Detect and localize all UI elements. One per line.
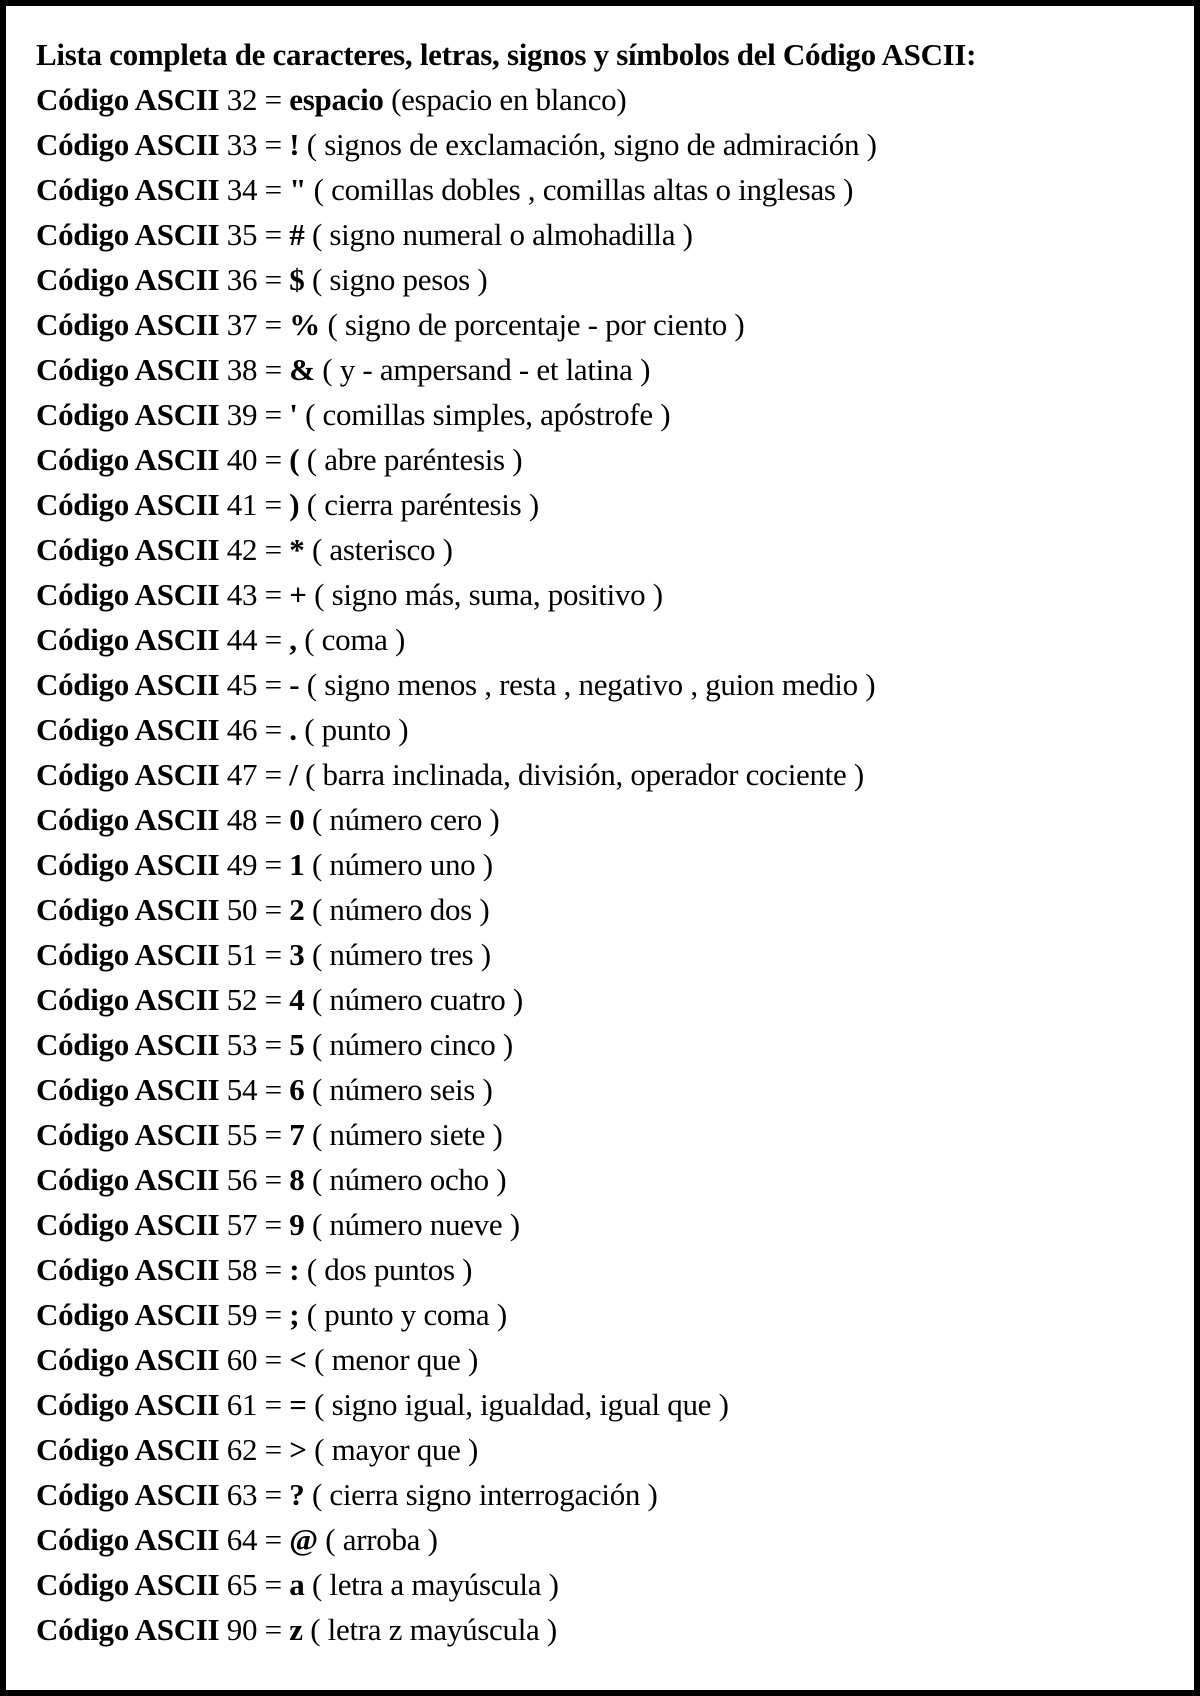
- ascii-code: 52: [226, 982, 258, 1017]
- ascii-row-43: Código ASCII 43 = + ( signo más, suma, positivo ): [36, 577, 663, 612]
- ascii-row-51: Código ASCII 51 = 3 ( número tres ): [36, 937, 491, 972]
- ascii-prefix: Código ASCII: [36, 1162, 220, 1197]
- ascii-row-90: Código ASCII 90 = z ( letra z mayúscula ): [36, 1612, 557, 1647]
- ascii-prefix: Código ASCII: [36, 217, 220, 252]
- ascii-symbol: !: [289, 127, 300, 162]
- ascii-row-36: Código ASCII 36 = $ ( signo pesos ): [36, 262, 488, 297]
- ascii-prefix: Código ASCII: [36, 307, 220, 342]
- ascii-description: ( punto ): [304, 712, 409, 747]
- ascii-prefix: Código ASCII: [36, 757, 220, 792]
- ascii-description: ( comillas dobles , comillas altas o inglesas ): [313, 172, 854, 207]
- ascii-row-48: Código ASCII 48 = 0 ( número cero ): [36, 802, 500, 837]
- ascii-row-45: Código ASCII 45 = - ( signo menos , resta , negativo , guion medio ): [36, 667, 876, 702]
- ascii-description: ( abre paréntesis ): [306, 442, 523, 477]
- ascii-symbol: 0: [289, 802, 305, 837]
- ascii-row-38: Código ASCII 38 = & ( y - ampersand - et latina ): [36, 352, 651, 387]
- ascii-symbol: 2: [289, 892, 305, 927]
- ascii-description: ( número seis ): [311, 1072, 493, 1107]
- ascii-symbol: 6: [289, 1072, 305, 1107]
- ascii-description: ( número cuatro ): [311, 982, 523, 1017]
- ascii-description: ( cierra signo interrogación ): [311, 1477, 658, 1512]
- ascii-symbol: =: [289, 1387, 307, 1422]
- ascii-code: 43: [226, 577, 258, 612]
- document-title: Lista completa de caracteres, letras, signos y símbolos del Código ASCII:: [36, 37, 977, 72]
- ascii-row-34: Código ASCII 34 = " ( comillas dobles , comillas altas o inglesas ): [36, 172, 854, 207]
- ascii-symbol: ): [289, 487, 300, 522]
- ascii-prefix: Código ASCII: [36, 622, 220, 657]
- ascii-prefix: Código ASCII: [36, 802, 220, 837]
- ascii-prefix: Código ASCII: [36, 1117, 220, 1152]
- ascii-row-49: Código ASCII 49 = 1 ( número uno ): [36, 847, 493, 882]
- ascii-code: 63: [226, 1477, 258, 1512]
- ascii-description: ( signos de exclamación, signo de admiración ): [306, 127, 877, 162]
- ascii-prefix: Código ASCII: [36, 577, 220, 612]
- ascii-code: 36: [226, 262, 258, 297]
- ascii-symbol: 5: [289, 1027, 305, 1062]
- ascii-row-60: Código ASCII 60 = < ( menor que ): [36, 1342, 479, 1377]
- ascii-row-55: Código ASCII 55 = 7 ( número siete ): [36, 1117, 503, 1152]
- ascii-description: ( letra a mayúscula ): [311, 1567, 559, 1602]
- ascii-code: 46: [226, 712, 258, 747]
- ascii-symbol: .: [289, 712, 297, 747]
- ascii-code: 90: [226, 1612, 258, 1647]
- ascii-description: ( signo pesos ): [311, 262, 488, 297]
- ascii-description: ( dos puntos ): [306, 1252, 473, 1287]
- ascii-prefix: Código ASCII: [36, 1252, 220, 1287]
- ascii-description: ( punto y coma ): [306, 1297, 507, 1332]
- ascii-symbol: ;: [289, 1297, 300, 1332]
- ascii-description: ( número cero ): [311, 802, 500, 837]
- ascii-code: 54: [226, 1072, 258, 1107]
- ascii-description: ( signo menos , resta , negativo , guion medio ): [306, 667, 876, 702]
- ascii-symbol: &: [289, 352, 315, 387]
- ascii-prefix: Código ASCII: [36, 1297, 220, 1332]
- ascii-symbol: a: [289, 1567, 305, 1602]
- ascii-symbol: 9: [289, 1207, 305, 1242]
- ascii-symbol: >: [289, 1432, 307, 1467]
- ascii-symbol: espacio: [289, 82, 384, 117]
- ascii-code: 51: [226, 937, 258, 972]
- ascii-prefix: Código ASCII: [36, 1342, 220, 1377]
- ascii-code: 41: [226, 487, 258, 522]
- ascii-symbol: $: [289, 262, 305, 297]
- ascii-prefix: Código ASCII: [36, 487, 220, 522]
- ascii-description: ( cierra paréntesis ): [306, 487, 539, 522]
- ascii-row-44: Código ASCII 44 = , ( coma ): [36, 622, 406, 657]
- ascii-code: 47: [226, 757, 258, 792]
- ascii-code: 50: [226, 892, 258, 927]
- ascii-symbol: 4: [289, 982, 305, 1017]
- ascii-row-41: Código ASCII 41 = ) ( cierra paréntesis ): [36, 487, 539, 522]
- ascii-symbol: %: [289, 307, 320, 342]
- ascii-row-54: Código ASCII 54 = 6 ( número seis ): [36, 1072, 493, 1107]
- ascii-symbol: +: [289, 577, 307, 612]
- ascii-description: ( número ocho ): [311, 1162, 507, 1197]
- ascii-description: ( signo numeral o almohadilla ): [311, 217, 693, 252]
- ascii-row-39: Código ASCII 39 = ' ( comillas simples, apóstrofe ): [36, 397, 671, 432]
- ascii-row-63: Código ASCII 63 = ? ( cierra signo interrogación ): [36, 1477, 658, 1512]
- ascii-description: ( y - ampersand - et latina ): [322, 352, 651, 387]
- ascii-symbol: ?: [289, 1477, 305, 1512]
- ascii-description: ( número tres ): [311, 937, 491, 972]
- ascii-description: ( asterisco ): [311, 532, 453, 567]
- ascii-row-42: Código ASCII 42 = * ( asterisco ): [36, 532, 453, 567]
- ascii-code: 39: [226, 397, 258, 432]
- ascii-description: ( número cinco ): [311, 1027, 513, 1062]
- ascii-code: 60: [226, 1342, 258, 1377]
- ascii-prefix: Código ASCII: [36, 1612, 220, 1647]
- ascii-symbol: 7: [289, 1117, 305, 1152]
- ascii-row-64: Código ASCII 64 = @ ( arroba ): [36, 1522, 438, 1557]
- ascii-description: ( número uno ): [311, 847, 493, 882]
- ascii-prefix: Código ASCII: [36, 1027, 220, 1062]
- ascii-row-56: Código ASCII 56 = 8 ( número ocho ): [36, 1162, 507, 1197]
- ascii-row-58: Código ASCII 58 = : ( dos puntos ): [36, 1252, 473, 1287]
- ascii-description: ( número nueve ): [311, 1207, 520, 1242]
- ascii-symbol: /: [289, 757, 298, 792]
- ascii-description: ( número siete ): [311, 1117, 503, 1152]
- ascii-code: 62: [226, 1432, 258, 1467]
- ascii-prefix: Código ASCII: [36, 1207, 220, 1242]
- ascii-row-52: Código ASCII 52 = 4 ( número cuatro ): [36, 982, 523, 1017]
- ascii-symbol: ': [289, 397, 298, 432]
- ascii-code: 48: [226, 802, 258, 837]
- ascii-description: ( comillas simples, apóstrofe ): [305, 397, 671, 432]
- ascii-code: 35: [226, 217, 258, 252]
- ascii-prefix: Código ASCII: [36, 262, 220, 297]
- ascii-row-32: Código ASCII 32 = espacio (espacio en blanco): [36, 82, 627, 117]
- ascii-row-35: Código ASCII 35 = # ( signo numeral o almohadilla ): [36, 217, 693, 252]
- ascii-row-57: Código ASCII 57 = 9 ( número nueve ): [36, 1207, 520, 1242]
- ascii-prefix: Código ASCII: [36, 82, 220, 117]
- ascii-description: ( número dos ): [311, 892, 490, 927]
- ascii-description: ( mayor que ): [314, 1432, 479, 1467]
- ascii-symbol: -: [289, 667, 300, 702]
- ascii-row-61: Código ASCII 61 = = ( signo igual, igualdad, igual que ): [36, 1387, 729, 1422]
- ascii-symbol: (: [289, 442, 300, 477]
- ascii-description: ( letra z mayúscula ): [310, 1612, 557, 1647]
- ascii-prefix: Código ASCII: [36, 397, 220, 432]
- ascii-row-59: Código ASCII 59 = ; ( punto y coma ): [36, 1297, 507, 1332]
- ascii-code: 59: [226, 1297, 258, 1332]
- ascii-code: 53: [226, 1027, 258, 1062]
- ascii-row-33: Código ASCII 33 = ! ( signos de exclamación, signo de admiración ): [36, 127, 877, 162]
- ascii-description: ( signo de porcentaje - por ciento ): [327, 307, 745, 342]
- ascii-code: 38: [226, 352, 258, 387]
- ascii-symbol: 8: [289, 1162, 305, 1197]
- ascii-prefix: Código ASCII: [36, 1432, 220, 1467]
- ascii-row-62: Código ASCII 62 = > ( mayor que ): [36, 1432, 479, 1467]
- ascii-symbol: @: [289, 1522, 318, 1557]
- ascii-code: 33: [226, 127, 258, 162]
- ascii-description: ( signo más, suma, positivo ): [314, 577, 663, 612]
- ascii-code: 44: [226, 622, 258, 657]
- ascii-symbol: <: [289, 1342, 307, 1377]
- ascii-symbol: :: [289, 1252, 300, 1287]
- ascii-symbol: *: [289, 532, 305, 567]
- ascii-symbol: #: [289, 217, 305, 252]
- ascii-description: ( signo igual, igualdad, igual que ): [314, 1387, 729, 1422]
- ascii-row-65: Código ASCII 65 = a ( letra a mayúscula ): [36, 1567, 559, 1602]
- ascii-prefix: Código ASCII: [36, 127, 220, 162]
- ascii-code: 65: [226, 1567, 258, 1602]
- ascii-description: ( menor que ): [314, 1342, 479, 1377]
- ascii-code: 55: [226, 1117, 258, 1152]
- ascii-code: 42: [226, 532, 258, 567]
- ascii-description: ( barra inclinada, división, operador cociente ): [305, 757, 864, 792]
- ascii-prefix: Código ASCII: [36, 172, 220, 207]
- document-content: [36, 32, 1174, 1652]
- ascii-code: 58: [226, 1252, 258, 1287]
- ascii-prefix: Código ASCII: [36, 712, 220, 747]
- ascii-prefix: Código ASCII: [36, 667, 220, 702]
- ascii-code: 49: [226, 847, 258, 882]
- ascii-code: 32: [226, 82, 258, 117]
- ascii-prefix: Código ASCII: [36, 1477, 220, 1512]
- ascii-prefix: Código ASCII: [36, 847, 220, 882]
- ascii-prefix: Código ASCII: [36, 982, 220, 1017]
- ascii-code: 40: [226, 442, 258, 477]
- ascii-row-37: Código ASCII 37 = % ( signo de porcentaje - por ciento ): [36, 307, 745, 342]
- ascii-description: ( arroba ): [325, 1522, 438, 1557]
- ascii-code: 37: [226, 307, 258, 342]
- ascii-prefix: Código ASCII: [36, 1567, 220, 1602]
- ascii-row-53: Código ASCII 53 = 5 ( número cinco ): [36, 1027, 513, 1062]
- ascii-code: 45: [226, 667, 258, 702]
- ascii-code: 57: [226, 1207, 258, 1242]
- ascii-symbol: ,: [289, 622, 297, 657]
- ascii-prefix: Código ASCII: [36, 937, 220, 972]
- ascii-row-50: Código ASCII 50 = 2 ( número dos ): [36, 892, 490, 927]
- ascii-prefix: Código ASCII: [36, 1522, 220, 1557]
- ascii-prefix: Código ASCII: [36, 1387, 220, 1422]
- ascii-code: 61: [226, 1387, 258, 1422]
- ascii-prefix: Código ASCII: [36, 532, 220, 567]
- ascii-symbol: 1: [289, 847, 305, 882]
- ascii-code: 34: [226, 172, 258, 207]
- ascii-row-47: Código ASCII 47 = / ( barra inclinada, división, operador cociente ): [36, 757, 864, 792]
- ascii-description: ( coma ): [304, 622, 406, 657]
- ascii-code: 56: [226, 1162, 258, 1197]
- ascii-symbol: 3: [289, 937, 305, 972]
- ascii-description: (espacio en blanco): [391, 82, 627, 117]
- ascii-symbol: z: [289, 1612, 303, 1647]
- ascii-prefix: Código ASCII: [36, 442, 220, 477]
- ascii-code: 64: [226, 1522, 258, 1557]
- ascii-prefix: Código ASCII: [36, 892, 220, 927]
- ascii-symbol: ": [289, 172, 307, 207]
- ascii-row-46: Código ASCII 46 = . ( punto ): [36, 712, 409, 747]
- ascii-list: [36, 77, 1174, 1652]
- ascii-row-40: Código ASCII 40 = ( ( abre paréntesis ): [36, 442, 523, 477]
- ascii-prefix: Código ASCII: [36, 352, 220, 387]
- ascii-prefix: Código ASCII: [36, 1072, 220, 1107]
